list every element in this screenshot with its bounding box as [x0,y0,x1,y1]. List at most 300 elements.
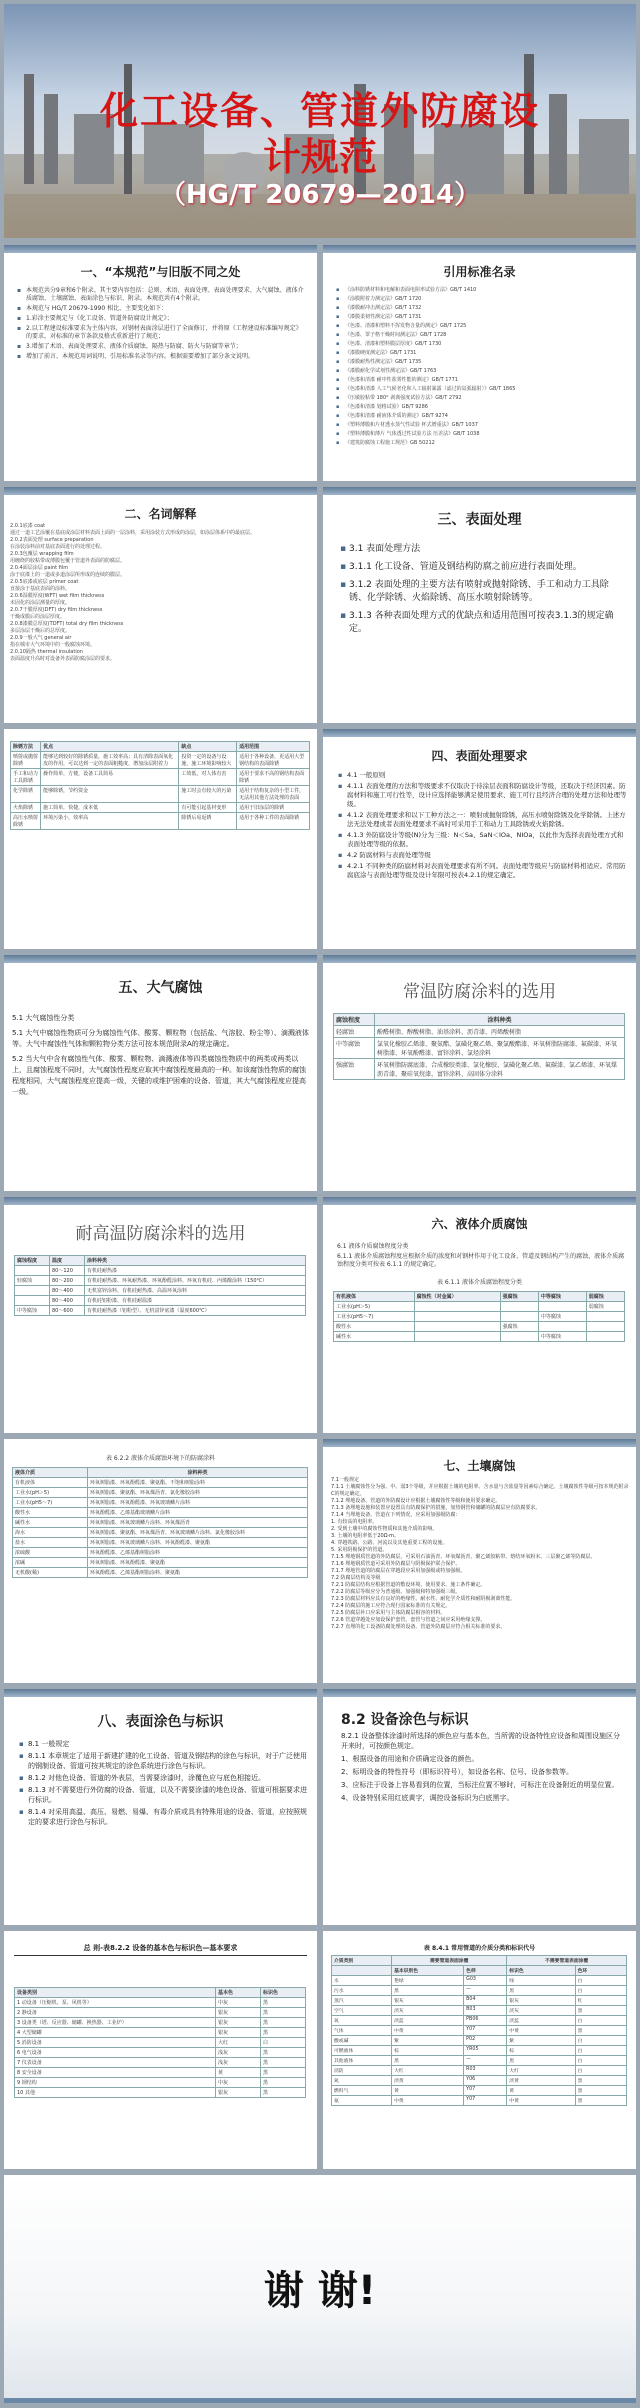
list-item: ▪ 《色漆和清漆 划格试验》GB/T 9286 [345,404,628,411]
table-cell: 中黄 [392,2096,464,2106]
table-cell: 氮 [332,2076,392,2086]
table-cell: 黑 [261,2008,306,2018]
paragraph: 7.2.4 防腐层的施工应符合现行国家标准的有关规定。 [331,1603,451,1609]
slide-liquid-coatings [4,1439,317,1683]
paragraph: 3. 土壤的电阻率低于20Ω·m。 [331,1533,400,1539]
table-cell: PB06 [464,2016,507,2026]
slide-title: 六、液体介质腐蚀 [431,1217,528,1231]
table-row [13,1498,308,1508]
paragraph: 7.2.3 防腐层材料应具有良好的绝缘性、耐水性、耐化学介质性和耐阴极剥离性能。 [331,1596,516,1602]
paragraph: 7.2.2 防腐层等级应分为普通级、加强级和特加强级三级。 [331,1589,461,1595]
table-cell: 黄 [216,2068,261,2078]
table-cell: 环氧树脂漆、环氧玻璃鳞片涂料、环氧酚醛漆、聚氨酯 [88,1538,308,1548]
table-cell: 有可能引起基材变形 [179,803,237,813]
table-row [11,769,310,786]
table-row [11,752,310,769]
table-cell: 环氧树脂漆、聚氨酯、环氧煤沥青、氯化橡胶涂料 [88,1488,308,1498]
list-item: ▪ 《塑料薄膜和片材透水蒸气性试验 杯式增重法》GB/T 1037 [345,422,628,429]
table-cell: Y06 [464,2076,507,2086]
list-item: ▪ 3.1 表面处理方法 [349,543,626,556]
table-cell: 大红 [507,2066,575,2076]
term-line: 涂于底漆上的一道或多道涂层所形成的连续的膜层。 [10,572,126,578]
table-cell: 淡蓝 [507,2016,575,2026]
table-cell: 空气 [332,2006,392,2016]
table-row [15,2078,306,2088]
paragraph: 5.2 当大气中含有腐蚀性气体、酸雾、颗粒物、滴溅液体等四类腐蚀性物质中的两类或两类以上，且腐蚀程度不同时，大气腐蚀性程度应取其中腐蚀程度最高的一种。如该腐蚀性物质的腐蚀程度相同，大气腐蚀程度应提高一级，关键的或维护困难的设备、管道，其大气腐蚀程度应提高一级。 [12,1055,306,1096]
table-row [15,2028,306,2038]
table-cell: 工业水(pH5～7) [13,1498,88,1508]
table-cell: 80～200 [50,1276,85,1286]
table-cell: 棕 [392,2046,464,2056]
table-header-cell: 涂料种类 [88,1468,308,1478]
slide-equipment-colors [323,1689,636,1925]
table-header-cell: 适用范围 [237,742,310,752]
list-item: ▪ 《色漆和清漆 耐液体介质的测定》GB/T 9274 [345,413,628,420]
table-cell: 红 [575,1996,626,2006]
table-cell: 能够达到较好的除锈质量，施工效率高；具有清除表面氧化皮的作用，可以达到一定的表面粗糙度，增加涂层附着力 [41,752,179,769]
table-cell: 可燃液体 [332,2046,392,2056]
slide-header-band [323,487,636,495]
table-row [15,1266,306,1276]
slide-surface-colors [4,1689,317,1925]
table-cell: 有机硅耐热漆（铝粉型）、无机富锌底漆（温度600℃） [85,1306,306,1316]
changes-list [16,287,307,363]
table-cell: 酸性水 [334,1322,415,1332]
table-cell: 黑 [261,2068,306,2078]
table-cell [586,1332,624,1342]
table-cell [414,1322,500,1332]
table-row [15,1276,306,1286]
table-row [334,1332,625,1342]
table-cell: 浓硫酸 [13,1548,88,1558]
table-row [332,2066,627,2076]
table-cell: 绿 [507,1976,575,1986]
table-cell: 银灰 [507,1996,575,2006]
table-caption: 表 6.1.1 液体介质腐蚀程度分类 [436,1279,523,1286]
list-item: ▪ 《建筑防腐蚀工程施工规范》GB 50212 [345,440,628,447]
list-item: ▪ 《色漆和清漆 人工气候老化和人工辐射暴露（滤过的氙弧辐射）》GB/T 1865 [345,386,628,393]
table-header-cell: 不需要管道表面涂覆 [507,1956,627,1966]
table-cell: YR05 [464,2046,507,2056]
table-row [334,1038,625,1059]
table-row [13,1508,308,1518]
slide-ambient-coatings [323,955,636,1191]
term-line: 2.0.1底漆 coat [10,523,46,529]
table-row [15,2048,306,2058]
liquid-coatings-table [12,1467,308,1578]
slide-header-band [323,955,636,963]
table-cell: 中等腐蚀 [15,1306,50,1316]
table-header-cell: 缺点 [179,742,237,752]
table-cell: 大红 [216,2038,261,2048]
table-cell: 白 [575,2036,626,2046]
list-item: ▪ 3.1.3 各种表面处理方式的优缺点和适用范围可按表3.1.3的规定确定。 [349,610,626,636]
table-header-row [15,1988,306,1998]
table-cell: 环氧树脂漆、环氧酚醛漆、聚氨酯、不饱和树脂涂料 [88,1478,308,1488]
table-header-cell: 腐蚀性（对金属） [414,1292,500,1302]
paragraph: 7.1.6 埋地钢质管道可采用外防腐层与阴极保护联合保护。 [331,1561,461,1567]
table-row [332,2026,627,2036]
table-cell: 2 静设备 [15,2008,216,2018]
slide-liquid-corrosion [323,1197,636,1433]
table-cell: 酚醛树脂、醇酸树脂、油基涂料、沥青漆、丙烯酸树脂 [375,1026,625,1038]
cover-standard-code: （HG/T 20679—2014） [159,180,481,210]
thanks-text: 谢 谢! [263,2268,377,2314]
table-cell: 工业水(pH＞5) [13,1488,88,1498]
table-row [13,1488,308,1498]
liquid-corrosion-table [333,1291,625,1342]
table-row [332,2076,627,2086]
table-cell: 白 [575,1976,626,1986]
table-cell: 燃料气 [332,2086,392,2096]
term-line: 表面温度升高时对设备外表面防腐涂层的要求。 [10,656,116,662]
table-header-row [15,1256,306,1266]
paragraph: 7.1.3 备埋地设施和装置应设置具有防腐保护的措施，加热钢管和储罐的防腐层应有防腐要求。 [331,1505,541,1511]
table-row [13,1548,308,1558]
table-cell: 强腐蚀 [500,1322,538,1332]
table-row [13,1518,308,1528]
paragraph: 2、标明设备的特性符号（即标识符号），如设备名称、位号、设备参数等。 [341,1768,573,1776]
table-cell: 中等腐蚀 [538,1312,586,1322]
table-cell: 淡灰 [507,2006,575,2016]
list-item: ▪ 本规范共分9章和6个附录。其主要内容包括：总则、术语、表面处理、表面处理要求、大气腐蚀、液体介质腐蚀、土壤腐蚀、表面涂色与标识、附录。本规范共有4个附录。 [26,287,307,303]
table-cell: 9 钢结构 [15,2078,216,2088]
table-cell: 黑 [575,2006,626,2016]
table-cell: 1 动设备（压缩机、泵、风机等） [15,1998,216,2008]
liquid-intro-text: 6.1.1 液体介质腐蚀程度应根据介质的浓度和对钢材作用于化工设备、管道及钢结构产生的腐蚀，液体介质腐蚀程度分类可按表 6.1.1 的规定确定。 [337,1253,625,1268]
table-cell: 强腐蚀 [334,1059,375,1080]
table-cell: 酸或碱 [332,2036,392,2046]
table-cell: 环氧酚醛漆、乙烯基酯玻璃鳞片涂料 [88,1508,308,1518]
table-cell: P02 [464,2036,507,2046]
table-row [13,1568,308,1578]
list-item: ▪ 4.2.1 不同种类的防腐材料对表面处理要求有所不同。表面处理等级应与防腐材料相适应。常用防腐底涂与表面处理等级及设计年限可按表4.2.1的规定确定。 [347,862,628,880]
list-item: ▪ 4.1.2 表面处理要求和以下工种方法之一：喷射或抛射除锈，高压水喷射除锈及化学除锈。上述方法无法处理或者表面处理要求不高时可采用手工和动力工具除锈或火焰除锈。 [347,811,628,829]
table-cell: 黑 [261,2058,306,2068]
table-cell [500,1332,538,1342]
cover-title-line2: 计规范 [262,135,377,179]
list-item: ▪ 2.以工程建设标准要求为主体内容，对钢材表面涂层进行了全面修订，并将原《工程建设标准编写规定》的要求，对标准的章节条款及格式重新进行了规范； [26,325,307,341]
table-cell: 黑 [261,2028,306,2038]
table-row [332,1976,627,1986]
paragraph: 7.1.4 当埋地设备、管道在下列情况，应采用加强级防腐： [331,1512,461,1518]
slide-title: 八、表面涂色与标识 [97,1714,224,1730]
list-item: ▪ 8.1 一般规定 [28,1739,309,1749]
table-header-cell: 基本识别色 [392,1966,464,1976]
slide-atmospheric-corrosion [4,955,317,1191]
table-cell: Y07 [464,2026,507,2036]
list-item: ▪ 4.1.1 表面处理的方法和等级要求不仅取决于待涂层表面和防腐设计等级，还取决于经济因素。防腐材料和施工可行性等，设计应选择能够满足使用要求、施工可行且经济合理的处理方法和处理等级。 [347,782,628,809]
table-row [13,1558,308,1568]
table-cell: 银灰 [216,2028,261,2038]
paragraph: 7.2.6 管道穿越处应加设保护套管，套管与管道之间应采用绝缘支撑。 [331,1617,486,1623]
table-row [15,1306,306,1316]
table-header-cell: 需要管道表面涂覆 [392,1956,507,1966]
table-cell: 浅灰 [216,2048,261,2058]
term-line: 直接涂于基底表面的涂料。 [10,586,71,592]
cover-slide [4,4,636,238]
term-line: 通过一道工艺涂覆在基底或涂层材料表面上面的一层涂料，采用涂装方式形成的涂层，如涂层体系中的最底层。 [10,530,256,536]
list-item: ▪ 《漆膜耐热性测定法》GB/T 1735 [345,359,628,366]
table-row [13,1528,308,1538]
table-header-cell: 中等腐蚀 [538,1292,586,1302]
table-cell: 环氧树脂漆、环氧酚醛漆、聚氨酯 [88,1558,308,1568]
table-cell: 黑 [507,2056,575,2066]
table-cell: 氯氧化橡胶乙烯漆、聚氨酯、氯磺化聚乙烯、聚氯酸酯漆、环氧树脂防腐漆、氟碳漆、环氧树脂漆、环氧酚醛漆、富锌涂料、氯烃涂料 [375,1038,625,1059]
table-header-cell: 除锈方法 [11,742,41,752]
table-cell: 施工时会有较大的污染 [179,786,237,803]
table-row [15,2088,306,2098]
table-cell: 白 [575,2046,626,2056]
table-row [13,1478,308,1488]
rust-removal-table [10,741,310,830]
slide-soil-corrosion [323,1439,636,1683]
table-cell: 适用于要求不高的钢结构表面除锈 [237,769,310,786]
table-cell: 能够除锈，节约资金 [41,786,179,803]
list-item: ▪ 4.1.3 外防腐设计等级(N)分为三级：N＜Sa、SaN＜IOa、NIOa，以此作为选择表面处理方式和表面处理等级的依据。 [347,831,628,849]
table-row [15,1998,306,2008]
slide-title: 引用标准名录 [443,265,516,279]
table-row [332,2096,627,2106]
table-cell: 有机硅耐热漆 [85,1266,306,1276]
term-line: 在涂装涂料前对基底表面进行的处理过程。 [10,544,106,550]
title-rule [14,1955,307,1956]
table-cell: 施工简单，快捷，成本低 [41,803,179,813]
table-cell: 工业水(pH5～7) [334,1312,415,1322]
slide-rust-removal-table [4,729,317,949]
table-cell [15,1286,50,1296]
table-cell: 中黄 [392,2026,464,2036]
table-cell: 轻腐蚀 [15,1276,50,1286]
atmospheric-list [12,1013,309,1098]
table-cell: 白 [575,1986,626,1996]
table-row [15,2068,306,2078]
table-header-cell: 介质类别 [332,1956,392,1966]
table-cell: 淡黄 [507,2076,575,2086]
paragraph: 7.1一般规定 [331,1477,359,1483]
table-cell: 淡灰 [392,2006,464,2016]
term-line: 干燥成膜后的涂层厚度。 [10,614,66,620]
table-cell: 火焰除锈 [11,803,41,813]
table-cell: 酸性水 [13,1508,88,1518]
term-line: 2.0.8漆膜总厚度(TDFT) total dry film thickness [10,621,124,627]
table-cell: 黑 [575,2096,626,2106]
list-item: ▪ 《色漆、罩子格干燥时间测定法》GB/T 1728 [345,332,628,339]
table-caption: 表 6.2.2 液体介质腐蚀环境下的防腐涂料 [105,1455,216,1462]
table-header-cell: 色环 [575,1966,626,1976]
table-header-cell: 腐蚀程度 [334,1014,375,1026]
term-line: 2.0.7干膜厚度(DFT) dry film thickness [10,607,103,613]
table-cell: 白 [261,2038,306,2048]
table-cell: 环氧酚醛漆、乙烯基酯树脂涂料 [88,1548,308,1558]
term-line: 2.0.6湿膜厚度(WFT) wet film thickness [10,593,105,599]
table-cell: 淡黄 [392,2076,464,2086]
table-cell: B04 [464,1996,507,2006]
table-cell: 黑 [507,1986,575,1996]
term-line: 多层涂层干燥后的总厚度。 [10,628,71,634]
term-line: 2.0.4面层涂层 paint film [10,565,69,571]
table-cell [538,1322,586,1332]
table-row [15,2058,306,2068]
paragraph: 7.2 防腐层结构及等级 [331,1575,381,1581]
table-cell [500,1302,538,1312]
slide-references [323,245,636,481]
slide-header-band [4,1689,317,1697]
table-cell: 黑 [261,2078,306,2088]
table-cell: 轻腐蚀 [334,1026,375,1038]
terms-list [10,523,311,663]
table-row [15,2038,306,2048]
list-item: ▪ 《色漆、清漆和塑料不挥发物含量的测定》GB/T 1725 [345,323,628,330]
table-cell: 有机硅耐热漆、环氧耐热漆、环氧酚醛涂料、环氧有机硅、丙烯酸涂料（150℃） [85,1276,306,1286]
table-cell [15,1296,50,1306]
equipment-color-table [14,1987,306,2098]
list-item: ▪ 4.2 防腐材料与表面处理等级 [347,851,628,860]
slide-title: 二、名词解释 [124,507,197,521]
table-cell: 投资一定的设备与设施，施工环境影响较大 [179,752,237,769]
slide-surface-treatment [323,487,636,723]
table-cell: 适用于旧涂层的除锈 [237,803,310,813]
table-cell: 5 消防设备 [15,2038,216,2048]
list-item: ▪ 1.彩涂主要规定与《化工设备、管道外防腐设计规定》； [26,315,307,323]
table-cell: 黑 [575,2026,626,2036]
table-cell: 弱腐蚀 [586,1302,624,1312]
table-cell [586,1322,624,1332]
table-cell: B03 [464,2006,507,2016]
equipment-colors-list [341,1731,626,1803]
slide-header-band [323,245,636,253]
slide-title: 常温防腐涂料的选用 [403,982,556,1002]
table-cell: 工业水(pH＞5) [334,1302,415,1312]
slide-title: 表 8.4.1 常用管道的介质分类和标识代号 [423,1945,536,1952]
term-line: 2.0.10隔热 thermal insulation [10,649,83,655]
table-cell: 海水 [13,1528,88,1538]
table-cell: 银灰 [216,2018,261,2028]
table-cell: 淡蓝 [392,2016,464,2026]
table-cell: 艳绿 [392,1976,464,1986]
list-item: ▪ 8.1.3 对不需要进行外防腐的设备、管道，以及不需要涂漆的地色设备、管道可根据要求进行标识。 [28,1785,309,1805]
slide-header-band [4,487,317,495]
list-item: ▪ 3.1.2 表面处理的主要方法有喷射或抛射除锈、手工和动力工具除锈、化学除锈、火焰除锈、高压水喷射除锈等。 [349,579,626,605]
slide-equipment-color-table [4,1931,317,2169]
table-header-cell: 腐蚀程度 [15,1256,50,1266]
table-cell: 气体 [332,2026,392,2036]
slide-header-band [4,245,317,253]
paragraph: 7.1.7 埋地管道的防腐层在穿越段应采用加强级或特加强级。 [331,1568,466,1574]
table-cell: 氨 [332,2096,392,2106]
table-header-row [13,1468,308,1478]
list-item: ▪ 《涂料防锈材料和电解和表面电阻率试验方法》GB/T 1410 [345,287,628,294]
surface-requirements-list [337,771,628,882]
table-cell: 银灰 [392,1996,464,2006]
table-cell: Y07 [464,2086,507,2096]
table-cell: 黑 [575,2076,626,2086]
table-cell: — [464,1986,507,1996]
paragraph: 2. 受到土壤中的腐蚀性物质和其他介质的影响。 [331,1526,438,1532]
table-header-cell: 涂料种类 [375,1014,625,1026]
list-item: ▪ 4.1 一般原则 [347,771,628,780]
term-line: 2.0.2表面处理 surface preparation [10,537,94,543]
table-cell: 银灰 [216,2008,261,2018]
table-header-cell: 涂料种类 [85,1256,306,1266]
table-cell: 白 [575,2056,626,2066]
table-cell: 环氧树脂漆、环氧玻璃鳞片涂料、环氧煤沥青 [88,1518,308,1528]
table-header-cell: 温度 [50,1256,85,1266]
table-cell: 6 电气设备 [15,2048,216,2058]
cover-title-line1: 化工设备、管道外防腐设 [99,89,540,133]
paragraph: 7.1.5 埋地钢质管道的外防腐层，可采用石油沥青、环氧煤沥青、聚乙烯胶粘带、熔结环氧粉末、三层聚乙烯等防腐层。 [331,1554,596,1560]
table-cell: 黑 [392,1986,464,1996]
soil-corrosion-list [331,1477,630,1631]
table-row [332,2046,627,2056]
paragraph: 7.2.5 防腐层补口应采用与主体防腐层相容的材料。 [331,1610,446,1616]
slide-title: 三、表面处理 [437,512,522,528]
table-cell: 污水 [332,1986,392,1996]
table-row [334,1026,625,1038]
table-cell [586,1312,624,1322]
table-cell: 80～400 [50,1296,85,1306]
table-cell: 80～600 [50,1306,85,1316]
paragraph: 1、根据设备的用途和介质确定设备的颜色。 [341,1755,479,1763]
paragraph: 1. 有较高的电阻率。 [331,1519,378,1525]
table-cell: 黑 [575,2086,626,2096]
table-cell: 水 [332,1976,392,1986]
table-cell: Y07 [464,2096,507,2106]
list-item: ▪ 《漆膜耐冲击测定法》GB/T 1732 [345,305,628,312]
table-cell: 80～400 [50,1286,85,1296]
table-header-cell: 有机液体 [334,1292,415,1302]
paragraph: 3、应标注于设备上容易看到的位置，当标注位置不够时，可标注在设备附近的明显位置。 [341,1781,619,1789]
term-line: 指在城市大气环境中的一般腐蚀环境。 [10,642,96,648]
table-cell: 适用于各种设备，更适用大型钢结构的表面除锈 [237,752,310,769]
liquid-intro-heading: 6.1 液体介质腐蚀程度分类 [337,1243,409,1250]
table-cell: 10 其他 [15,2088,216,2098]
slide-header-band [323,1439,636,1447]
table-cell: 化学除锈 [11,786,41,803]
list-item: ▪ 3.1.1 化工设备、管道及钢结构防腐之前应进行表面处理。 [349,561,626,574]
table-cell: 操作简单，方便，设备工具简易 [41,769,179,786]
table-row [15,2008,306,2018]
table-cell: 有机硅铝粉漆、有机硅耐温漆 [85,1296,306,1306]
paragraph: 7.1.1 土壤腐蚀性分为强、中、弱3个等级，并应根据土壤的电阻率、含水量与含盐量等因素综合确定。土壤腐蚀性等级可按本规范附录C的规定确定。 [331,1484,629,1497]
table-header-cell: 弱腐蚀 [586,1292,624,1302]
slide-terms [4,487,317,723]
table-cell: 黄 [392,2086,464,2096]
slide-changes [4,245,317,481]
table-cell: 中灰 [216,1998,261,2008]
table-header-row [11,742,310,752]
table-cell: 中等腐蚀 [334,1038,375,1059]
slide-title: 五、大气腐蚀 [118,980,203,996]
table-cell: 银灰 [216,2088,261,2098]
paragraph: 8.2.1 设备整体涂漆时所选择的颜色应与基本色，当所需的设备特性应设备和周围设施区分开来时，可按颜色规定。 [341,1732,621,1750]
table-cell: 氧 [332,2016,392,2026]
table-row [332,2056,627,2066]
table-cell: 碱性水 [334,1332,415,1342]
list-item: ▪ 《压敏胶粘带 180° 剥离强度试验方法》GB/T 2792 [345,395,628,402]
paragraph: 5. 采用阴极保护的管道。 [331,1547,388,1553]
table-cell: 浅灰 [216,2058,261,2068]
list-item: ▪ 增加了前言、本规范用词说明、引用标准名录等内容。根据需要增加了部分条文说明。 [26,353,307,361]
paragraph: 4、设备特别采用红底黄字，调控设备标识为白底黑字。 [341,1794,514,1802]
table-cell: 碱性水 [13,1518,88,1528]
table-cell: 浓碱 [13,1558,88,1568]
list-item: ▪ 《漆膜柔韧性测定法》GB/T 1731 [345,314,628,321]
term-line: 未固化的涂层测量的厚度。 [10,600,71,606]
slide-header-band [323,1197,636,1205]
table-header-cell [332,1966,392,1976]
table-row [334,1059,625,1080]
